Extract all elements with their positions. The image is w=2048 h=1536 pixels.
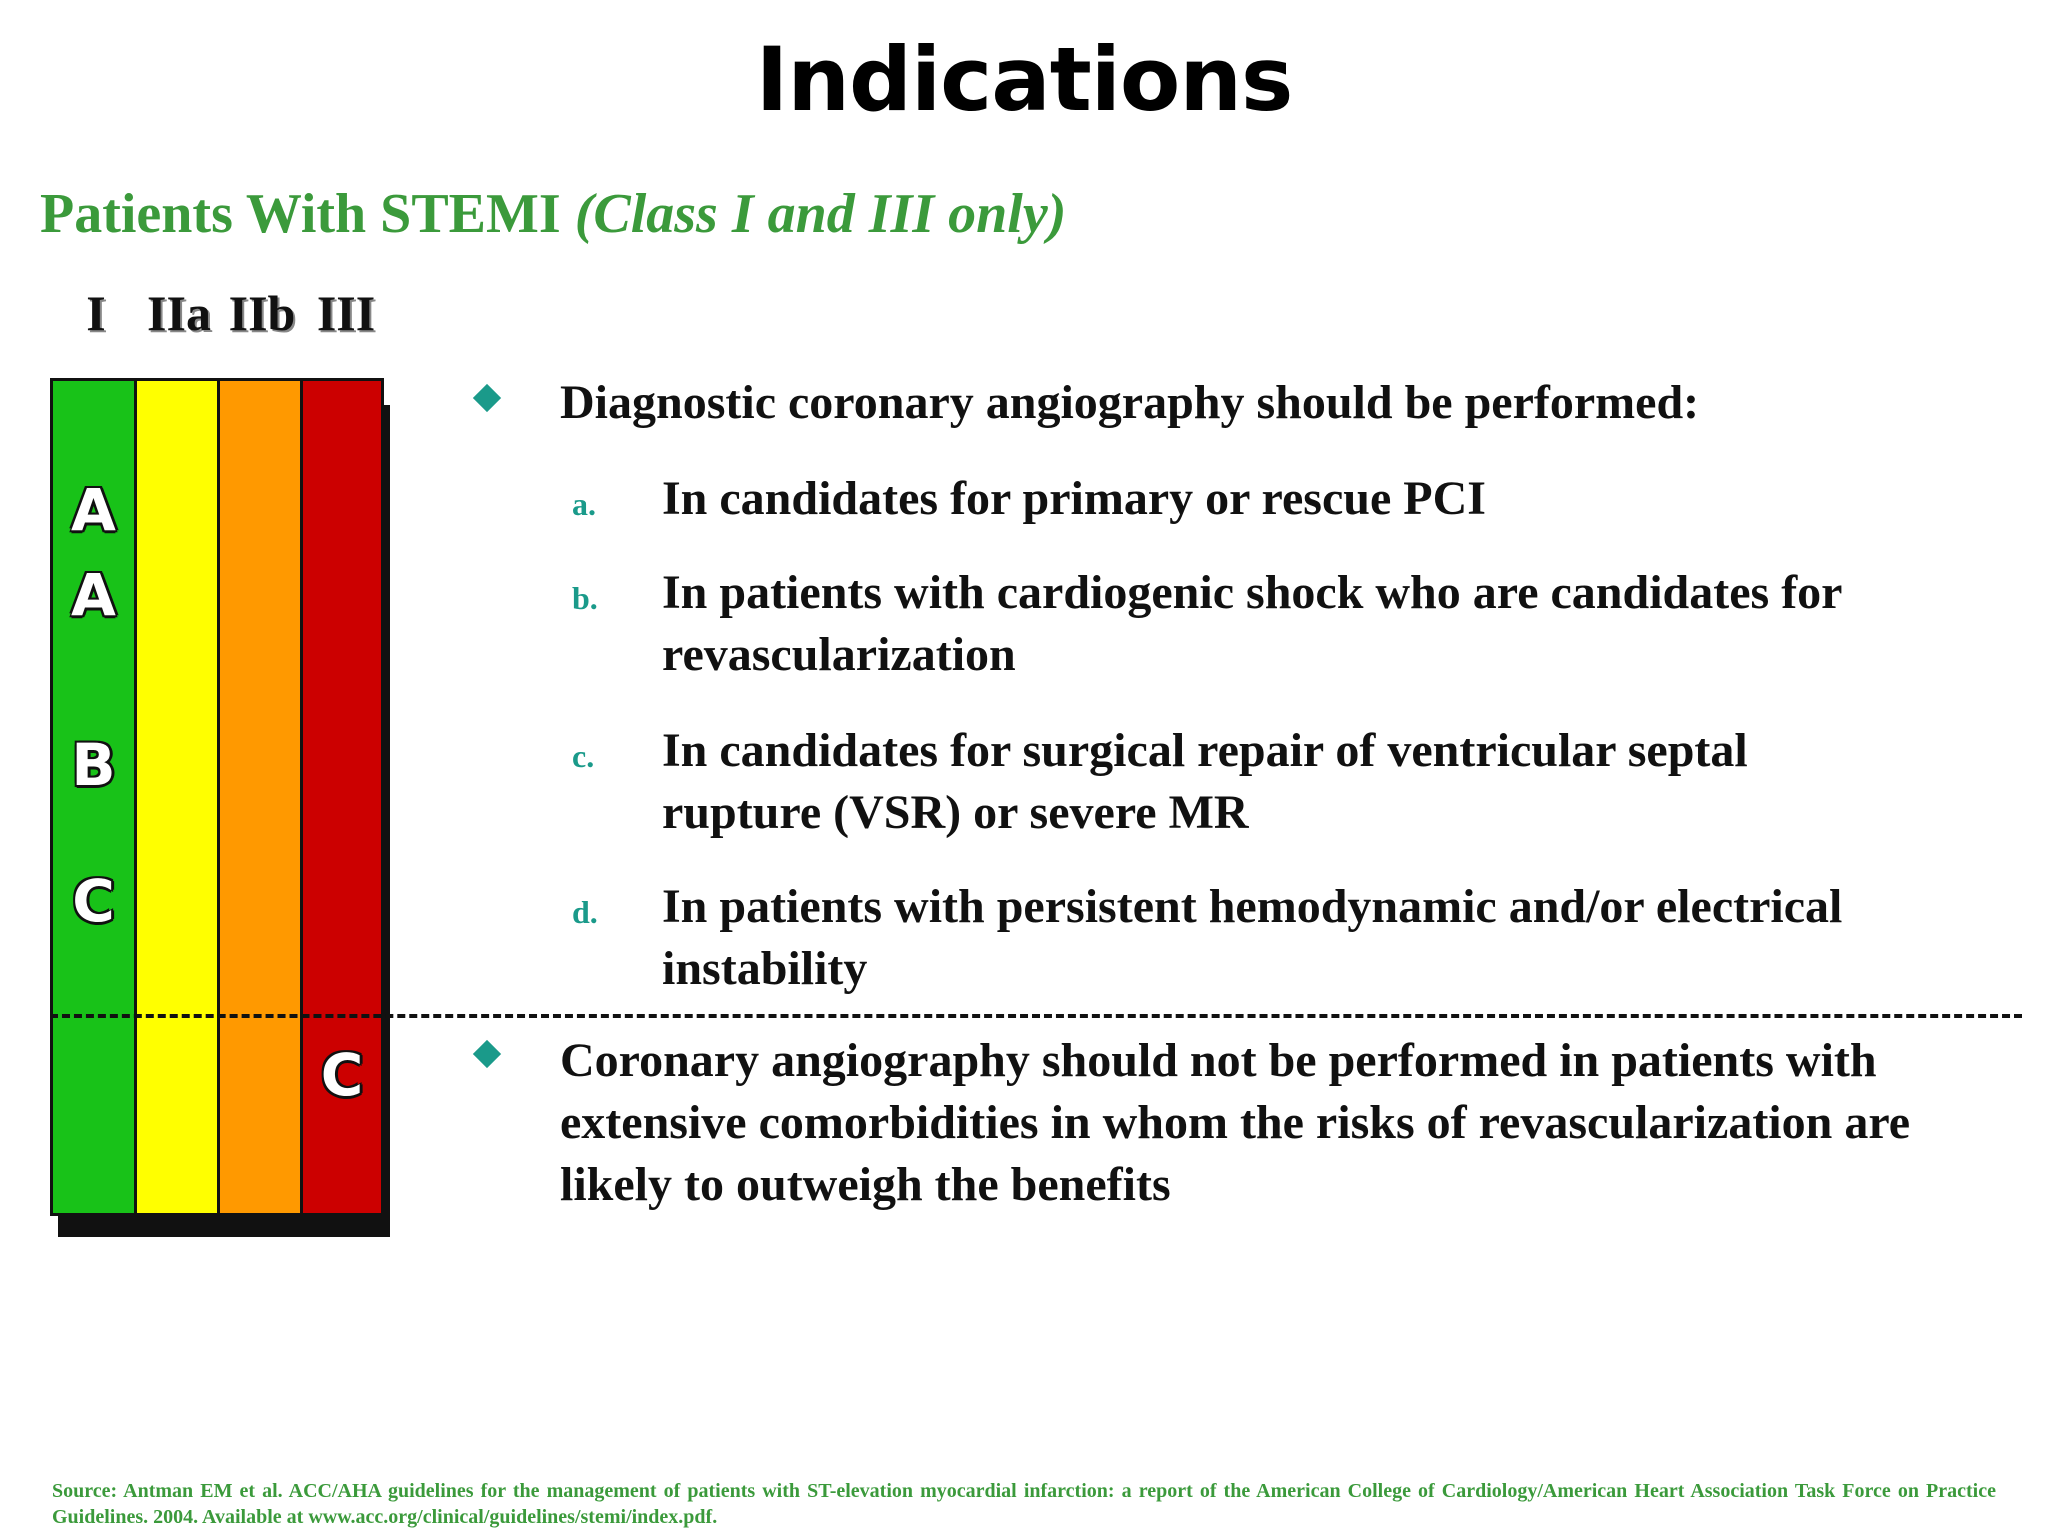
evidence-level-a1: A bbox=[71, 476, 116, 544]
evidence-level-a2: A bbox=[71, 561, 116, 629]
class-label-iii: III bbox=[316, 285, 376, 341]
item-b-letter: b. bbox=[572, 580, 598, 616]
bar-class-iib bbox=[220, 381, 303, 1213]
bar-class-iia bbox=[137, 381, 220, 1213]
item-a-text: In candidates for primary or rescue PCI bbox=[662, 472, 1486, 525]
slide-subtitle bbox=[40, 182, 1066, 246]
item-a-letter: a. bbox=[572, 486, 596, 522]
source-citation: Source: Antman EM et al. ACC/AHA guidelines for the management of patients with ST-elevation myocardial infarction: a report of the American College of Cardiology/American Heart Association Task Force on Practice Guidelines. 2004. Available at www.acc.org/clinical/guidelines/stemi/index.pdf. bbox=[52, 1480, 1996, 1528]
evidence-level-c: C bbox=[72, 867, 115, 935]
recommendation-1-heading: Diagnostic coronary angiography should be performed: bbox=[560, 376, 1700, 429]
subtitle-main: Patients With STEMI bbox=[40, 183, 561, 245]
class-label-iib: IIb bbox=[228, 285, 296, 341]
item-c-text: In candidates for surgical repair of ventricular septal rupture (VSR) or severe MR bbox=[662, 724, 1748, 839]
item-b-text: In patients with cardiogenic shock who are candidates for revascularization bbox=[662, 566, 1842, 681]
diamond-bullet-icon bbox=[473, 1040, 501, 1068]
evidence-level-c-class-iii: C bbox=[320, 1041, 364, 1109]
item-d-text: In patients with persistent hemodynamic and/or electrical instability bbox=[662, 880, 1843, 995]
bar-class-i bbox=[53, 381, 137, 1213]
item-d-letter: d. bbox=[572, 894, 598, 930]
class-label-i: I bbox=[86, 285, 106, 341]
classification-bars bbox=[50, 378, 384, 1216]
slide-title: Indications bbox=[755, 28, 1293, 131]
dashed-divider bbox=[50, 1014, 2022, 1018]
evidence-level-b: B bbox=[71, 731, 116, 799]
item-c-letter: c. bbox=[572, 738, 595, 774]
bar-class-iii bbox=[303, 381, 381, 1213]
diamond-bullet-icon bbox=[473, 384, 501, 412]
class-label-iia: IIa bbox=[147, 285, 211, 341]
subtitle-italic: (Class I and III only) bbox=[574, 183, 1067, 245]
recommendation-2-text: Coronary angiography should not be performed in patients with extensive comorbidities in whom the risks of revascularization are likely to outweigh the benefits bbox=[560, 1034, 1911, 1211]
